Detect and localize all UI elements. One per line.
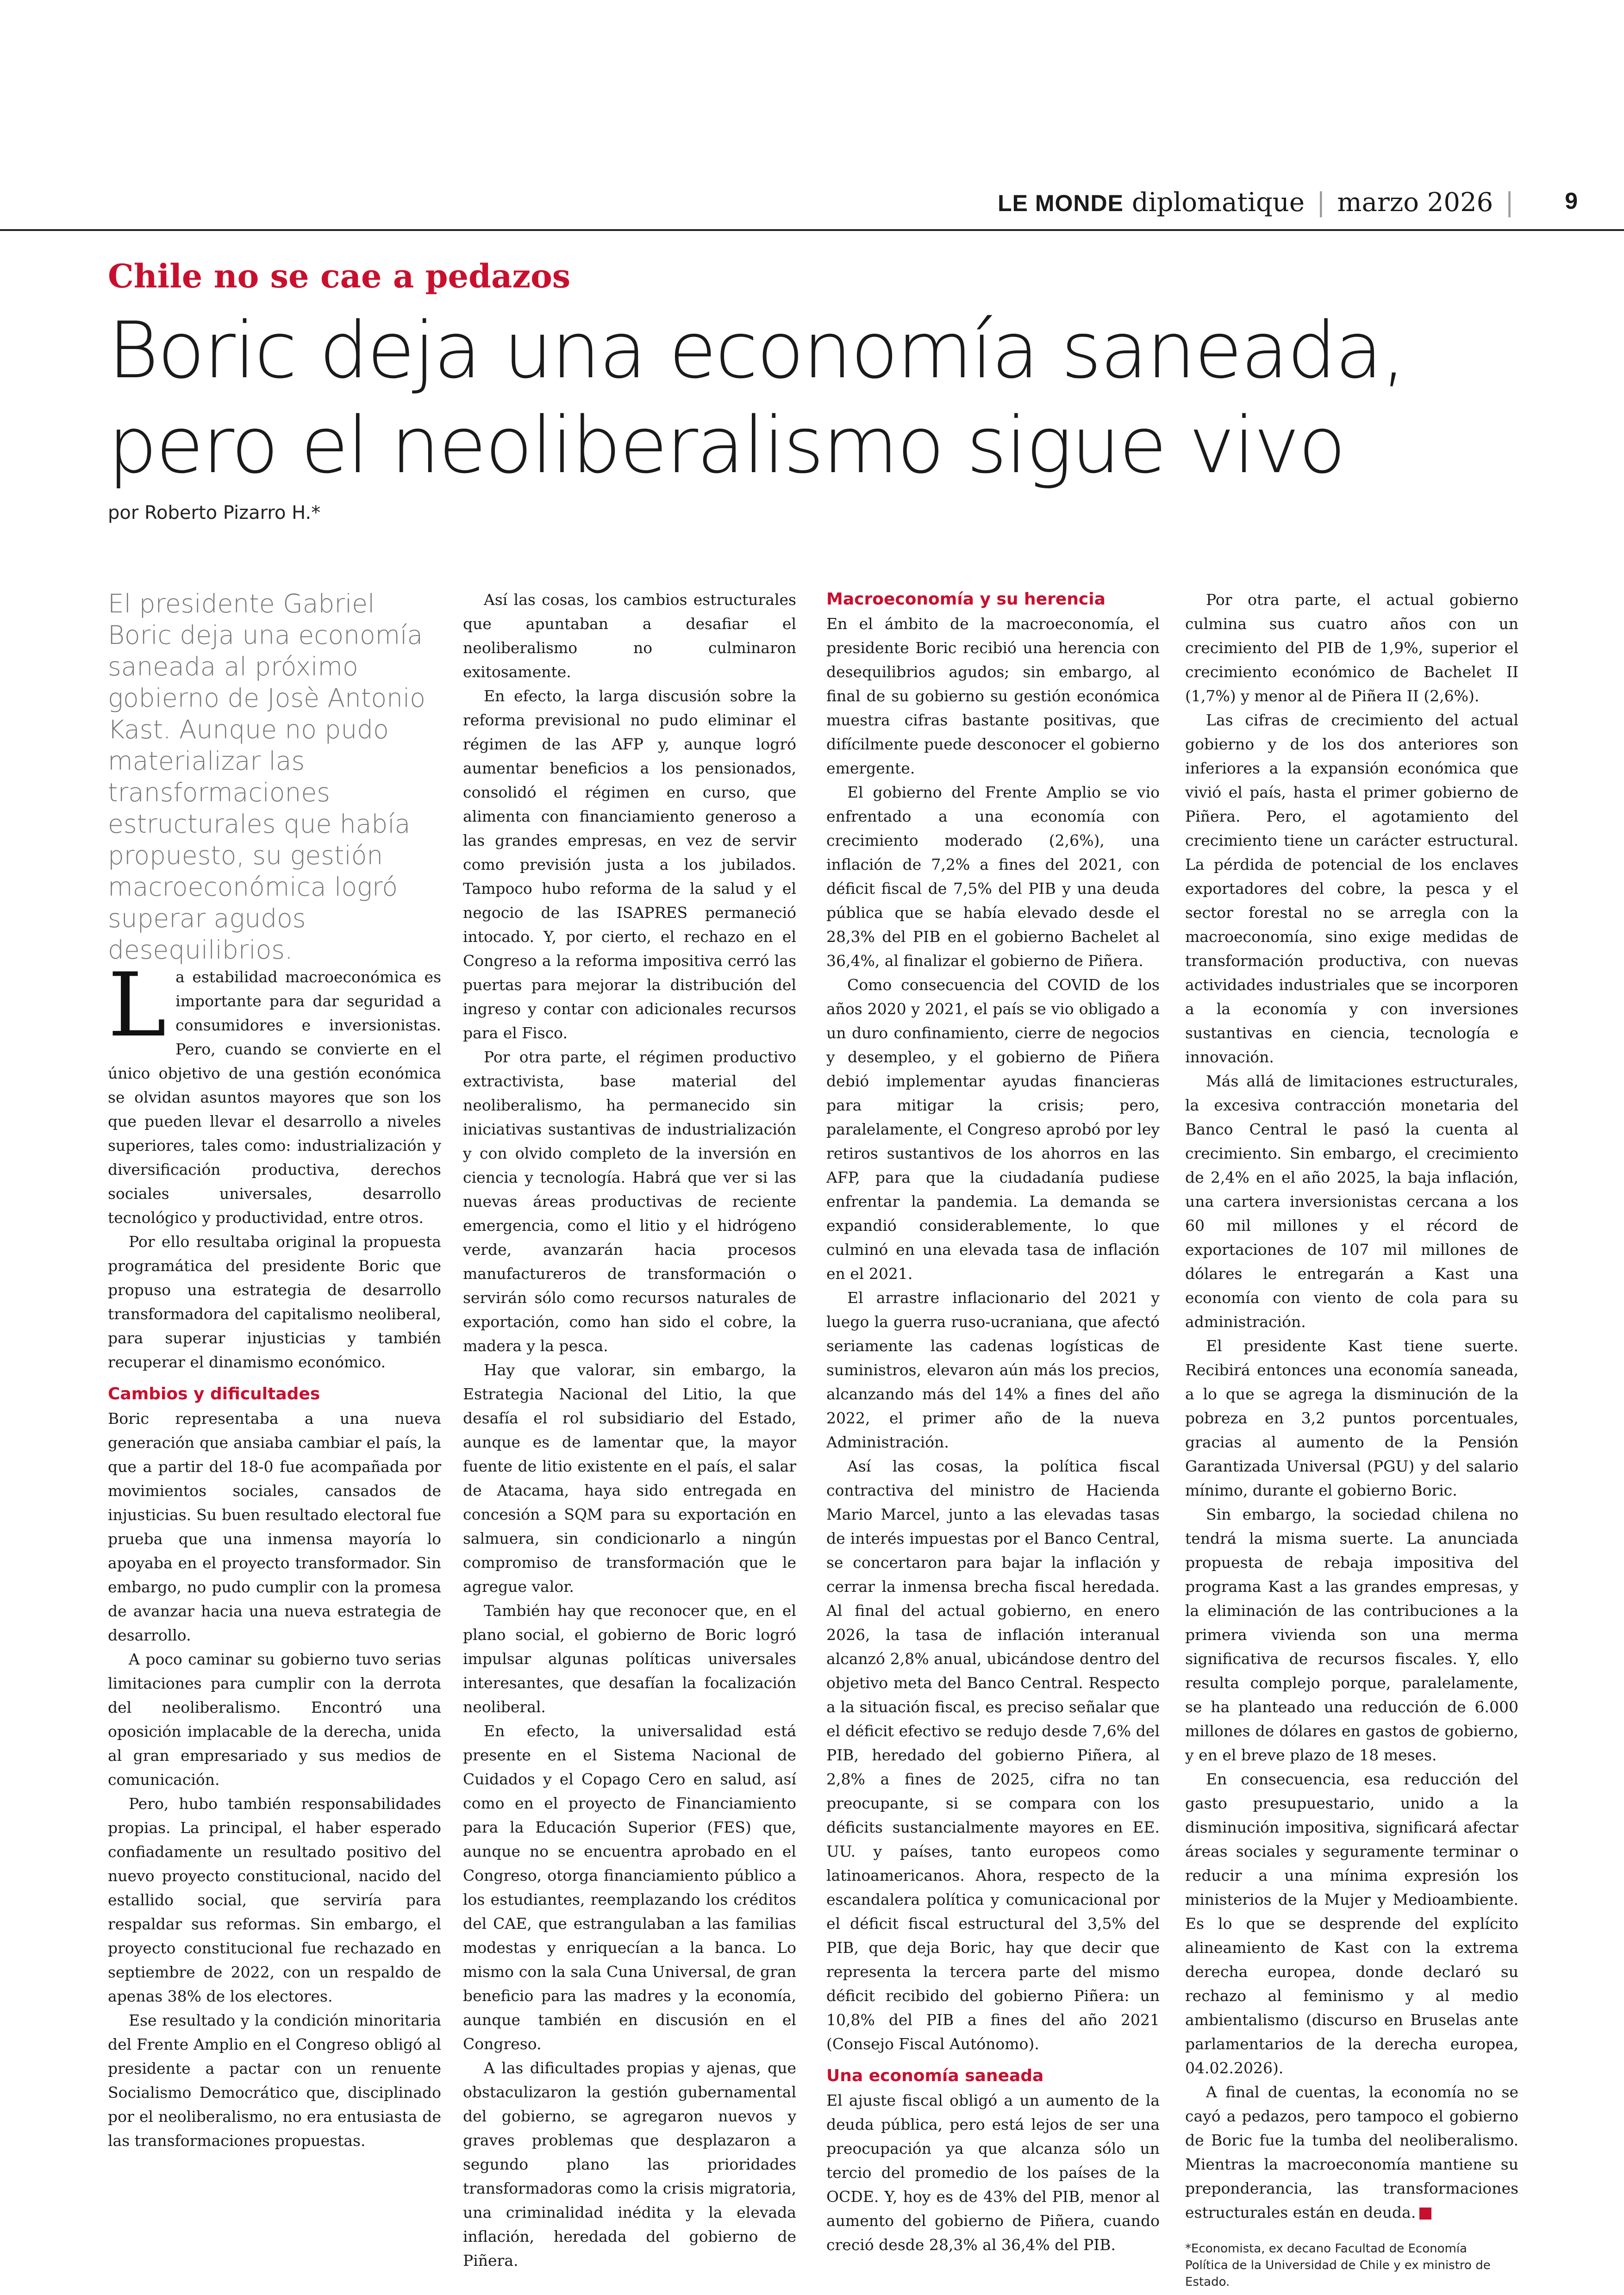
- column-2: [463, 588, 796, 2273]
- kicker: Chile no se cae a pedazos: [108, 257, 571, 295]
- paragraph: Las cifras de crecimiento del actual gobierno y de los dos anteriores son inferiores a la expansión económica que vivió el país, hasta el primer gobierno de Piñera. Pero, el agotamiento del crecimiento tiene un carácter estructural. La pérdida de potencial de los enclaves exportadores del cobre, la pesca y el sector forestal no se arregla con la macroeconomía, sino exige medidas de transformación productiva, con nuevas actividades industriales que se incorporen a la economía y con inversiones sustantivas en ciencia, tecnología e innovación.: [1185, 711, 1518, 1066]
- drop-cap: L: [108, 954, 167, 1056]
- masthead-title: [998, 187, 1518, 218]
- brand-subtitle: diplomatique: [1131, 187, 1305, 218]
- brand-name: LE MONDE: [998, 190, 1124, 216]
- paragraph: [108, 954, 441, 1230]
- paragraph: Como consecuencia del COVID de los años 2020 y 2021, el país se vio obligado a un duro confinamiento, cierre de negocios y desempleo, y el gobierno de Piñera debió implementar ayudas financieras para mitigar la crisis; pero, paralelamente, el Congreso aprobó por ley retiros sustantivos de los ahorros en las AFP, para que la ciudadanía pudiese enfrentar la pandemia. La demanda se expandió considerablemente, lo que culminó en una elevada tasa de inflación en el 2021.: [826, 976, 1160, 1283]
- subheading: Cambios y dificultades: [108, 1384, 320, 1403]
- paragraph: Más allá de limitaciones estructurales, la excesiva contracción monetaria del Banco Central le pasó la cuenta al crecimiento. Sin embargo, el crecimiento de 2,4% en el año 2025, la baja inflación, una cartera inversionistas cercana a los 60 mil millones y el récord de exportaciones de 107 mil millones de dólares le entregarán a Kast una economía con viento de cola para su administración.: [1185, 1072, 1518, 1331]
- paragraph: En efecto, la larga discusión sobre la reforma previsional no pudo eliminar el régimen de las AFP y, aunque logró aumentar beneficios a los pensionados, consolidó el régimen en curso, que alimenta con financiamiento generoso a las grandes empresas, en vez de servir como previsión justa a los jubilados. Tampoco hubo reforma de la salud y el negocio de las ISAPRES permaneció intocado. Y, por cierto, el rechazo en el Congreso a la reforma impositiva cerró las puertas para mejorar la distribución del ingreso y contar con adicionales recursos para el Fisco.: [463, 687, 796, 1042]
- paragraph: El ajuste fiscal obligó a un aumento de la deuda pública, pero está lejos de ser una preocupación ya que alcanza sólo un tercio del promedio de los países de la OCDE. Y, hoy es de 43% del PIB, menor al aumento del gobierno de Piñera, cuando creció desde 28,3% al 36,4% del PIB.: [826, 2091, 1160, 2254]
- paragraph: En efecto, la universalidad está presente en el Sistema Nacional de Cuidados y el Copago Cero en salud, así como en el proyecto de Financiamiento para la Educación Superior (FES) que, aunque no se encuentra aprobado en el Congreso, otorga financiamiento público a los estudiantes, reemplazando los créditos del CAE, que estrangulaban a las familias modestas y enriquecían a la banca. Lo mismo con la sala Cuna Universal, de gran beneficio para las madres y la economía, aunque también en discusión en el Congreso.: [463, 1722, 796, 2053]
- paragraph-text: A final de cuentas, la economía no se cayó a pedazos, pero tampoco el gobierno de Boric fue la tumba del neoliberalismo. Mientras la macroeconomía mantiene su preponderancia, las transformaciones estructurales están en deuda.: [1185, 2083, 1518, 2221]
- paragraph: El gobierno del Frente Amplio se vio enfrentado a una economía con crecimiento moderado (2,6%), una inflación de 7,2% a fines del 2021, con déficit fiscal de 7,5% del PIB y una deuda pública que se había elevado desde el 28,3% del PIB en el gobierno Bachelet al 36,4%, al finalizar el gobierno de Piñera.: [826, 783, 1160, 970]
- paragraph: Hay que valorar, sin embargo, la Estrategia Nacional del Litio, la que desafía el rol subsidiario del Estado, aunque es de lamentar que, la mayor fuente de litio existente en el país, el salar de Atacama, haya sido entregada en concesión a SQM para su exportación en salmuera, sin condicionarlo a ningún compromiso de transformación que le agregue valor.: [463, 1361, 796, 1596]
- footnote-line: *Economista, ex decano Facultad de Economía: [1185, 2242, 1467, 2256]
- subheading: Una economía saneada: [826, 2066, 1044, 2085]
- paragraph: Por otra parte, el actual gobierno culmina sus cuatro años con un crecimiento del PIB de 1,9%, superior el crecimiento económico de Bachelet II (1,7%) y menor al de Piñera II (2,6%).: [1185, 591, 1518, 705]
- byline: por Roberto Pizarro H.*: [108, 502, 321, 524]
- paragraph-text: a estabilidad macroeconómica es importante para dar seguridad a consumidores e inversionistas. Pero, cuando se convierte en el único objetivo de una gestión económica se olvidan asuntos mayores que son los que pueden llevar el desarrollo a niveles superiores, tales como: industrialización y diversificación productiva, derechos sociales universales, desarrollo tecnológico y productividad, entre otros.: [108, 968, 441, 1227]
- paragraph-final: [1185, 2080, 1518, 2225]
- subheading: Macroeconomía y su herencia: [826, 590, 1106, 609]
- paragraph: Ese resultado y la condición minoritaria del Frente Amplio en el Congreso obligó al presidente a pactar con un renuente Socialismo Democrático que, disciplinado por el neoliberalismo, no era entusiasta de las transformaciones propuestas.: [108, 2011, 441, 2150]
- masthead: [0, 187, 1624, 231]
- paragraph: En consecuencia, esa reducción del gasto presupuestario, unido a la disminución impositiva, significará afectar áreas sociales y seguramente terminar o reducir a una mínima expresión los ministerios de la Mujer y Medioambiente. Es lo que se desprende del explícito alineamiento de Kast con la extrema derecha europea, donde declaró su rechazo al feminismo y al medio ambientalismo (discurso en Bruselas ante parlamentarios de la derecha europea, 04.02.2026).: [1185, 1770, 1518, 2077]
- issue-date: marzo 2026: [1337, 187, 1493, 218]
- paragraph: El presidente Kast tiene suerte. Recibirá entonces una economía saneada, a lo que se agrega la disminución de la pobreza en 3,2 puntos porcentuales, gracias al aumento de la Pensión Garantizada Universal (PGU) y del salario mínimo, durante el gobierno Boric.: [1185, 1337, 1518, 1499]
- column-3: [826, 588, 1160, 2257]
- separator: |: [1505, 187, 1514, 218]
- author-footnote: [1185, 2240, 1518, 2290]
- paragraph: Así las cosas, los cambios estructurales que apuntaban a desafiar el neoliberalismo no culminaron exitosamente.: [463, 591, 796, 681]
- paragraph: Boric representaba a una nueva generación que ansiaba cambiar el país, la que a partir del 18-0 fue acompañada por movimientos sociales, cansados de injusticias. Su buen resultado electoral fue prueba que una inmensa mayoría lo apoyaba en el proyecto transformador. Sin embargo, no pudo cumplir con la promesa de avanzar hacia una nueva estrategia de desarrollo.: [108, 1409, 441, 1644]
- headline: Boric deja una economía saneada, pero el neoliberalismo sigue vivo: [108, 305, 1405, 491]
- column-1: [108, 954, 441, 2153]
- paragraph: Por otra parte, el régimen productivo extractivista, base material del neoliberalismo, ha permanecido sin iniciativas sustantivas de industrialización y con olvido completo de la inversión en ciencia y tecnología. Habrá que ver si las nuevas áreas productivas de reciente emergencia, como el litio y el hidrógeno verde, avanzarán hacia procesos manufactureros de transformación o servirán sólo como recursos naturales de exportación, como han sido el cobre, la madera y la pesca.: [463, 1048, 796, 1355]
- end-mark-icon: [1419, 2208, 1431, 2220]
- paragraph: También hay que reconocer que, en el plano social, el gobierno de Boric logró impulsar algunas políticas universales interesantes, que desafían la focalización neoliberal.: [463, 1602, 796, 1716]
- footnote-line: Política de la Universidad de Chile y ex ministro de: [1185, 2258, 1491, 2272]
- paragraph: A las dificultades propias y ajenas, que obstaculizaron la gestión gubernamental del gobierno, se agregaron nuevos y graves problemas que desplazaron a segundo plano las prioridades transformadoras como la crisis migratoria, una criminalidad inédita y la elevada inflación, heredada del gobierno de Piñera.: [463, 2059, 796, 2270]
- paragraph: El arrastre inflacionario del 2021 y luego la guerra ruso-ucraniana, que afectó seriamente las cadenas logísticas de suministros, elevaron aún más los precios, alcanzando más del 14% a fines del año 2022, el primer año de la nueva Administración.: [826, 1289, 1160, 1451]
- standfirst: El presidente Gabriel Boric deja una economía saneada al próximo gobierno de Josè Antonio Kast. Aunque no pudo materializar las transformaciones estructurales que había propuesto, su gestión macroeconómica logró superar agudos desequilibrios.: [108, 589, 425, 965]
- footnote-line: Estado.: [1185, 2275, 1230, 2289]
- paragraph: A poco caminar su gobierno tuvo serias limitaciones para cumplir con la derrota del neoliberalismo. Encontró una oposición implacable de la derecha, unida al gran empresariado y sus medios de comunicación.: [108, 1650, 441, 1789]
- page-number: 9: [1565, 188, 1578, 214]
- separator: |: [1316, 187, 1325, 218]
- column-4: [1185, 588, 1518, 2290]
- paragraph: En el ámbito de la macroeconomía, el presidente Boric recibió una herencia con desequilibrios agudos; sin embargo, al final de su gobierno su gestión económica muestra cifras bastante positivas, que difícilmente puede desconocer el gobierno emergente.: [826, 615, 1160, 777]
- paragraph: Sin embargo, la sociedad chilena no tendrá la misma suerte. La anunciada propuesta de rebaja impositiva del programa Kast a las grandes empresas, y la eliminación de las contribuciones a la primera vivienda son una merma significativa de recursos fiscales. Y, ello resulta complejo porque, paralelamente, se ha planteado una reducción de 6.000 millones de dólares en gastos de gobierno, y en el breve plazo de 18 meses.: [1185, 1505, 1518, 1764]
- paragraph: Pero, hubo también responsabilidades propias. La principal, el haber esperado confiadamente un resultado positivo del nuevo proyecto constitucional, nacido del estallido social, que serviría para respaldar sus reformas. Sin embargo, el proyecto constitucional fue rechazado en septiembre de 2022, con un respaldo de apenas 38% de los electores.: [108, 1795, 441, 2005]
- paragraph: Así las cosas, la política fiscal contractiva del ministro de Hacienda Mario Marcel, junto a las elevadas tasas de interés impuestas por el Banco Central, se concertaron para bajar la inflación y cerrar la inmensa brecha fiscal heredada. Al final del actual gobierno, en enero 2026, la tasa de inflación interanual alcanzó 2,8% anual, ubicándose dentro del objetivo meta del Banco Central. Respecto a la situación fiscal, es preciso señalar que el déficit efectivo se redujo desde 7,6% del PIB, heredado del gobierno Piñera, al 2,8% a fines de 2025, cifra no tan preocupante, si se compara con los déficits sustancialmente mayores en EE. UU. y países, tanto europeos como latinoamericanos. Ahora, respecto de la escandalera política y comunicacional por el déficit fiscal estructural del 3,5% del PIB, que deja Boric, hay que decir que representa la tercera parte del mismo déficit recibido del gobierno Piñera: un 10,8% del PIB a fines del año 2021 (Consejo Fiscal Autónomo).: [826, 1457, 1160, 2053]
- paragraph: Por ello resultaba original la propuesta programática del presidente Boric que propuso una estrategia de desarrollo transformadora del capitalismo neoliberal, para superar injusticias y también recuperar el dinamismo económico.: [108, 1233, 441, 1371]
